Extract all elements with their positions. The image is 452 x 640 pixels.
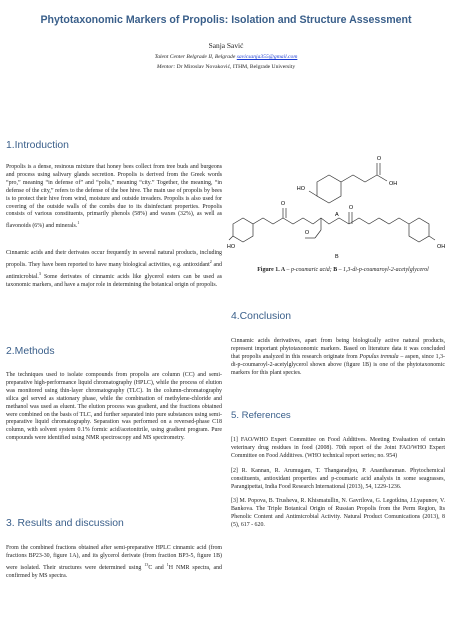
label-o-b1: O [280,201,286,207]
references-list [231,437,445,537]
ref-marker: 3 [38,270,41,276]
conclusion-text-a: Cinnamic acids derivatives, apart from being biologically active natural products, represent important phytotaxonomic markers. Based on literature data it was concluded that propolis analyzed in this research originate from [231,338,445,360]
mentor-line [0,64,452,70]
affiliation [0,54,452,60]
introduction-paragraph-1 [6,164,222,231]
label-oh-b: OH [437,244,446,250]
conclusion-paragraph [231,338,445,378]
label-o-a: O [376,156,382,162]
methods-heading: 2.Methods [6,346,55,357]
label-b: B [335,254,339,260]
ref-marker: 2 [209,258,212,264]
reference-item: [1] FAO/WHO Expert Committee on Food Additives. Meeting Evaluation of certain veterinary drug residues in food (2008). 70th report of the Joint FAO/WHO Expert Committee on Food Additives. (WHO technical report series; no. 954) [231,437,445,459]
caption-prefix: Figure 1. A [257,267,286,273]
results-text-c: H NMR spectra, and confirmed by MS spectra. [6,564,222,579]
label-o-b2: O [304,230,310,236]
label-a: A [335,212,339,218]
caption-a: – p-coumaric acid; [285,267,334,273]
mentor-name: Dr Miroslav Novaković, ITHM, Belgrade University [176,64,296,70]
email-link[interactable]: savicsanja355@gmail.com [236,54,298,60]
reference-item: [3] M. Popova, B. Trusheva, R. Khismatullin, N. Gavrilova, G. Legotkina, J.Lyapunov, V. Bankova. The Triple Botanical Origin of Russian Propolis from the Perm Region, Its Phenolic Content and Antimicrobial Activity. Natural Product Comunications (2013), 8 (5), 617 - 620. [231,498,445,529]
introduction-paragraph-2 [6,250,222,290]
results-paragraph [6,545,222,581]
mentor-label: Mentor: [156,64,176,70]
structure-a [309,163,387,203]
species-name: Populus tremula [359,353,399,360]
ref-marker: 1 [77,220,80,226]
reference-item: [2] R. Kannan, R. Arumugam, T. Thangaradjou, P. Anantharaman. Phytochemical constituents, antioxidant properties and p-coumaric acid analysis in some seagrasses, Parangipettai, India Food Research International (2013), 54, 1229-1236. [231,467,445,490]
author-name: Sanja Savić [208,41,244,50]
figure-caption [248,266,438,274]
introduction-text-2b: and antimicrobial. [6,261,223,280]
superscript-13: 13 [144,561,149,567]
methods-paragraph: The techniques used to isolate compounds from propolis are column (CC) and semi-preparative high-performance liquid chromatography (HPLC), while the process of elution was monitored using thin-layer chromatography (TLC). In the column-chromatography silica gel served as stationary phase, while the combination of methylene-chloride and methanol was used as eluent. The elution process was gradient, and the fractions obtained were combined on the basis of TLC, and further separated into pure substances using semi-preparative liquid chromatography. Separation was performed on a reversed-phase C18 column, with solvent system 0.1% formic acid/acetonitrile, using gradient program. Pure compounds were identified using NMR spectroscopy and MS spectrometry. [6,372,222,442]
introduction-text-1: Propolis is a dense, resinous mixture that honey bees collect from tree buds and burgeons and process using salivary glands secretion. Propolis is derived from the Greek words “pro,” meaning “in defense of” and “polis,” meaning “city.” Together, the meaning, “in defense of the city,” refers to the defense of the bee hive. The main use of propolis by bees is to protect their hive from wind, moisture and outside invaders. Propolis is also used for covering of the outside walls of the combs due to its disinfectant properties. Propolis consists of various constituents, primarily phenols (58%) and waxes (32%), as well as flavonoids (6%) and minerals. [6,164,222,230]
paper-title: Phytotaxonomic Markers of Propolis: Isolation and Structure Assessment [40,14,412,26]
results-heading: 3. Results and discussion [6,518,124,529]
structure-b [229,208,435,242]
label-oh-a: OH [389,181,398,187]
label-o-b3: O [348,205,354,211]
label-ho-a: HO [296,186,305,192]
caption-b: – 1,3-di-p-coumaroyl-2-acetylglycerol [337,267,429,273]
results-text-a: From the combined fractions obtained after semi-preparative HPLC cinnamic acid (from fractions BP23-30, figure 1A), and its glycerol derivate (from fraction BP3-5, figure 1B) were isolated. Their structures were determined using [6,545,222,571]
conclusion-text-b: – aspen, since 1,3-di-p-coumaroyl-2-acetylglycerol shown above (figure 1B) is one of the phytotaxonomic markers for this plant species. [231,353,446,376]
superscript-1: 1 [166,561,169,567]
results-text-b: C and [148,564,167,571]
affiliation-text: Talent Center Belgrade II, Belgrade [154,54,236,60]
introduction-text-2c: Some derivates of cinnamic acids like glycerol esters can be used as taxonomic markers, and have a major role in determining the botanical origin of propolis. [6,273,222,288]
introduction-heading: 1.Introduction [6,140,69,151]
introduction-text-2: Cinnamic acids and their derivates occur frequently in several natural products, including propolis. They have been reported to have many biological activities, e.g. antioxidant [6,250,222,268]
label-ho-b: HO [226,244,236,250]
chemical-structures-figure [225,138,450,263]
caption-b-label: B [333,267,338,273]
conclusion-heading: 4.Conclusion [231,311,292,322]
references-heading: 5. References [231,410,291,421]
